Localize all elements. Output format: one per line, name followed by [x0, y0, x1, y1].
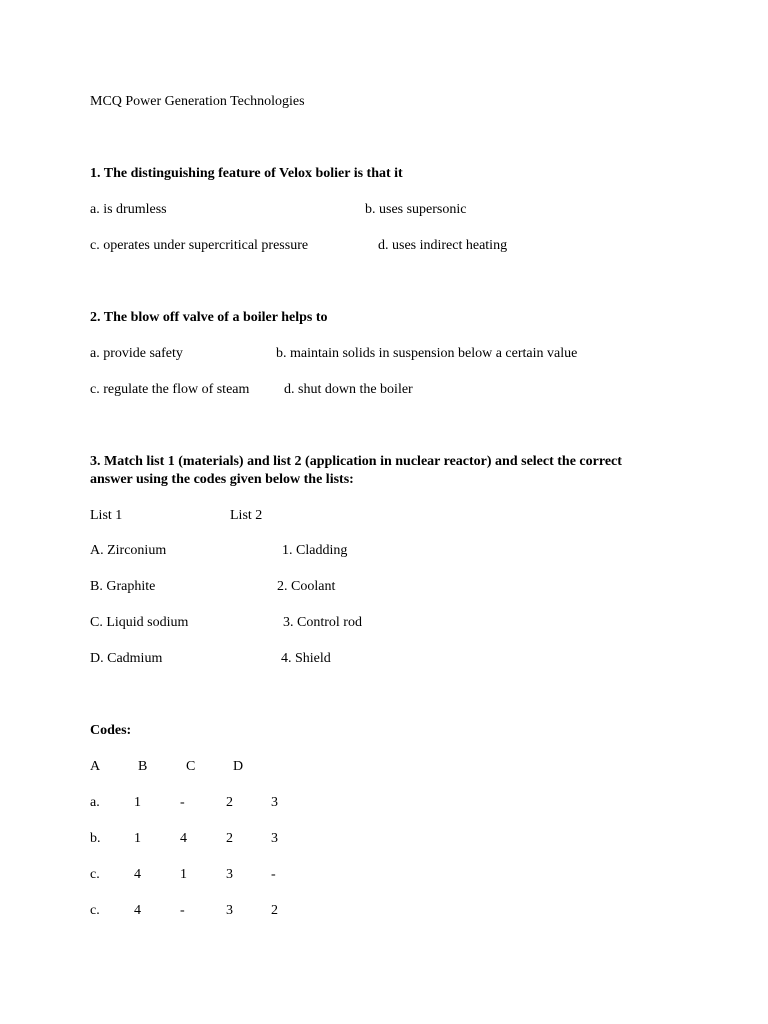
codes-label: Codes: — [90, 723, 132, 738]
codes-cell: 1 — [134, 795, 141, 810]
q1-option-b: b. uses supersonic — [365, 202, 467, 217]
list1-item: C. Liquid sodium — [90, 615, 189, 630]
question-3-text-line1: 3. Match list 1 (materials) and list 2 (application in nuclear reactor) and select the correct — [90, 454, 622, 469]
list2-item: 3. Control rod — [283, 615, 362, 630]
list1-item: D. Cadmium — [90, 651, 163, 666]
list2-item: 2. Coolant — [277, 579, 336, 594]
q2-option-a: a. provide safety — [90, 346, 183, 361]
codes-cell: - — [271, 867, 276, 882]
codes-cell: 3 — [226, 867, 233, 882]
q2-option-b: b. maintain solids in suspension below a certain value — [276, 346, 578, 361]
codes-header-cell: C — [186, 759, 196, 774]
codes-header-cell: B — [138, 759, 148, 774]
codes-cell: 2 — [271, 903, 278, 918]
codes-row-label: c. — [90, 867, 100, 882]
codes-header-cell: A — [90, 759, 101, 774]
codes-row-label: a. — [90, 795, 100, 810]
list2-item: 4. Shield — [281, 651, 331, 666]
q2-option-c: c. regulate the flow of steam — [90, 382, 250, 397]
q1-option-d: d. uses indirect heating — [378, 238, 508, 253]
codes-cell: 3 — [226, 903, 233, 918]
list1-item: B. Graphite — [90, 579, 156, 594]
codes-row-label: c. — [90, 903, 100, 918]
codes-cell: 1 — [180, 867, 187, 882]
q2-option-d: d. shut down the boiler — [284, 382, 413, 397]
codes-cell: 1 — [134, 831, 141, 846]
list2-header: List 2 — [230, 508, 263, 523]
q1-option-a: a. is drumless — [90, 202, 167, 217]
question-1-text: 1. The distinguishing feature of Velox bolier is that it — [90, 166, 403, 181]
q1-option-c: c. operates under supercritical pressure — [90, 238, 309, 253]
codes-cell: 4 — [134, 867, 141, 882]
question-3-text-line2: answer using the codes given below the lists: — [90, 472, 354, 487]
list1-header: List 1 — [90, 508, 123, 523]
codes-cell: 3 — [271, 795, 278, 810]
codes-header-cell: D — [233, 759, 244, 774]
list2-item: 1. Cladding — [282, 543, 348, 558]
codes-cell: 2 — [226, 795, 233, 810]
page-title: MCQ Power Generation Technologies — [90, 94, 305, 109]
codes-cell: 4 — [180, 831, 187, 846]
codes-cell: - — [180, 903, 185, 918]
question-2-text: 2. The blow off valve of a boiler helps to — [90, 310, 328, 325]
codes-row-label: b. — [90, 831, 101, 846]
codes-cell: 2 — [226, 831, 233, 846]
codes-cell: 4 — [134, 903, 141, 918]
codes-cell: - — [180, 795, 185, 810]
list1-item: A. Zirconium — [90, 543, 167, 558]
codes-cell: 3 — [271, 831, 278, 846]
